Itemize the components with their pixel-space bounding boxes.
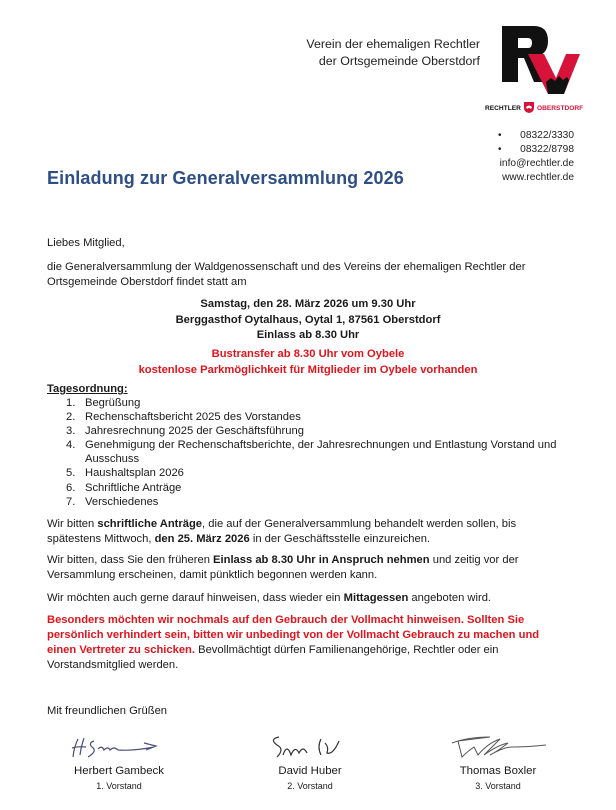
agenda-number: 4. [66, 439, 76, 452]
signatory-role: 1. Vorstand [96, 781, 142, 792]
agenda-number: 1. [66, 397, 76, 409]
website-link[interactable]: www.rechtler.de [502, 172, 574, 183]
signatory-name: Herbert Gambeck [74, 765, 164, 777]
signature-icon [64, 733, 174, 761]
agenda-heading: Tagesordnung: [47, 383, 128, 395]
text-run: Bevollmächtigt dürfen Familienangehörige, Rechtler oder ein Vorstandsmitglied werden. [47, 644, 499, 672]
bullet-icon: • [498, 130, 502, 141]
signature-block-2 [230, 733, 390, 793]
phone-2-value: 08322/8798 [520, 144, 574, 155]
transfer-notice [0, 347, 616, 378]
entry-paragraph [47, 553, 567, 583]
rv-logo-icon [500, 24, 580, 96]
text-run: angeboten wird. [408, 592, 492, 604]
greeting: Liebes Mitglied, [47, 237, 125, 249]
text-run: Wir möchten auch gerne darauf hinweisen, dass wieder ein [47, 592, 344, 604]
org-name-line-2: der Ortsgemeinde Oberstdorf [318, 54, 480, 68]
closing: Mit freundlichen Grüßen [47, 705, 168, 717]
signature-icon [255, 733, 365, 761]
parking-info: kostenlose Parkmöglichkeit für Mitglieder im Oybele vorhanden [138, 363, 478, 376]
phone-1 [466, 129, 574, 143]
svg-text:RECHTLER: RECHTLER [485, 105, 521, 112]
document-title: Einladung zur Generalversammlung 2026 [47, 168, 404, 188]
event-date: Samstag, den 28. März 2026 um 9.30 Uhr [200, 298, 416, 310]
bullet-icon: • [498, 144, 502, 155]
org-name-line-1: Verein der ehemaligen Rechtler [306, 37, 480, 51]
agenda-item [66, 495, 586, 509]
signatory-name: David Huber [278, 765, 342, 777]
organization-name [306, 36, 480, 70]
phone-1-value: 08322/3330 [520, 130, 574, 141]
phone-2 [466, 143, 574, 157]
event-details [0, 297, 616, 344]
proxy-warning: Besonders möchten wir nochmals auf den Gebrauch der Vollmacht hinweisen. Sollten Sie persönlich verhindert sein, bitten wir unbedingt von der Vollmacht Gebrauch zu machen und einen Vertreter zu schicken. [47, 614, 540, 657]
agenda-text: Genehmigung der Rechenschaftsberichte, der Jahresrechnungen und Entlastung Vorstand und Ausschuss [85, 439, 557, 466]
agenda-number: 5. [66, 467, 76, 480]
agenda-item [66, 466, 586, 480]
agenda-number: 6. [66, 481, 76, 494]
event-venue: Berggasthof Oytalhaus, Oytal 1, 87561 Oberstdorf [175, 313, 441, 326]
agenda-text: Jahresrechnung 2025 der Geschäftsführung [85, 425, 304, 438]
text-run: , die auf der Generalversammlung behandelt werden sollen, bis spätestens Mittwoch, [47, 518, 517, 546]
bold-run: den 25. März 2026 [154, 533, 250, 546]
text-run: und zeitig vor der Versammlung erscheinen, damit pünktlich begonnen werden kann. [47, 554, 519, 582]
agenda-text: Begrüßung [85, 397, 141, 409]
signatory-role: 3. Vorstand [475, 781, 521, 792]
agenda-list [66, 396, 586, 509]
agenda-number: 2. [66, 411, 76, 424]
contact-block [466, 129, 574, 185]
bold-run: Mittagessen [343, 592, 409, 604]
agenda-item [66, 424, 586, 438]
signatory-name: Thomas Boxler [459, 765, 537, 777]
event-entry: Einlass ab 8.30 Uhr [256, 329, 360, 341]
agenda-text: Haushaltsplan 2026 [85, 467, 184, 480]
agenda-text: Rechenschaftsbericht 2025 des Vorstandes [85, 411, 301, 424]
bold-run: Einlass ab 8.30 Uhr in Anspruch nehmen [213, 554, 430, 566]
text-run: Wir bitten, dass Sie den früheren [47, 554, 214, 566]
proxy-paragraph [47, 613, 567, 673]
agenda-number: 7. [66, 495, 76, 508]
motions-paragraph [47, 517, 567, 547]
rechtler-oberstdorf-wordmark [481, 99, 601, 115]
agenda-number: 3. [66, 425, 76, 438]
bus-transfer: Bustransfer ab 8.30 Uhr vom Oybele [211, 348, 405, 360]
signature-icon [438, 733, 558, 761]
lunch-paragraph [47, 591, 567, 606]
text-run: in der Geschäftsstelle einzureichen. [249, 533, 431, 546]
agenda-item [66, 396, 586, 410]
agenda-item [66, 481, 586, 495]
agenda-item [66, 410, 586, 424]
bold-run: schriftliche Anträge [97, 518, 203, 530]
signature-block-1 [39, 733, 199, 793]
email-link[interactable]: info@rechtler.de [499, 158, 574, 169]
agenda-text: Schriftliche Anträge [85, 481, 182, 494]
signatory-role: 2. Vorstand [287, 781, 333, 792]
signature-block-3 [418, 733, 578, 793]
text-run: Wir bitten [47, 518, 98, 530]
svg-text:OBERSTDORF: OBERSTDORF [537, 105, 584, 112]
agenda-text: Verschiedenes [85, 495, 159, 508]
intro-paragraph: die Generalversammlung der Waldgenossenschaft und des Vereins der ehemaligen Rechtler der Ortsgemeinde Oberstdorf findet statt am [47, 261, 526, 289]
agenda-item [66, 438, 586, 466]
